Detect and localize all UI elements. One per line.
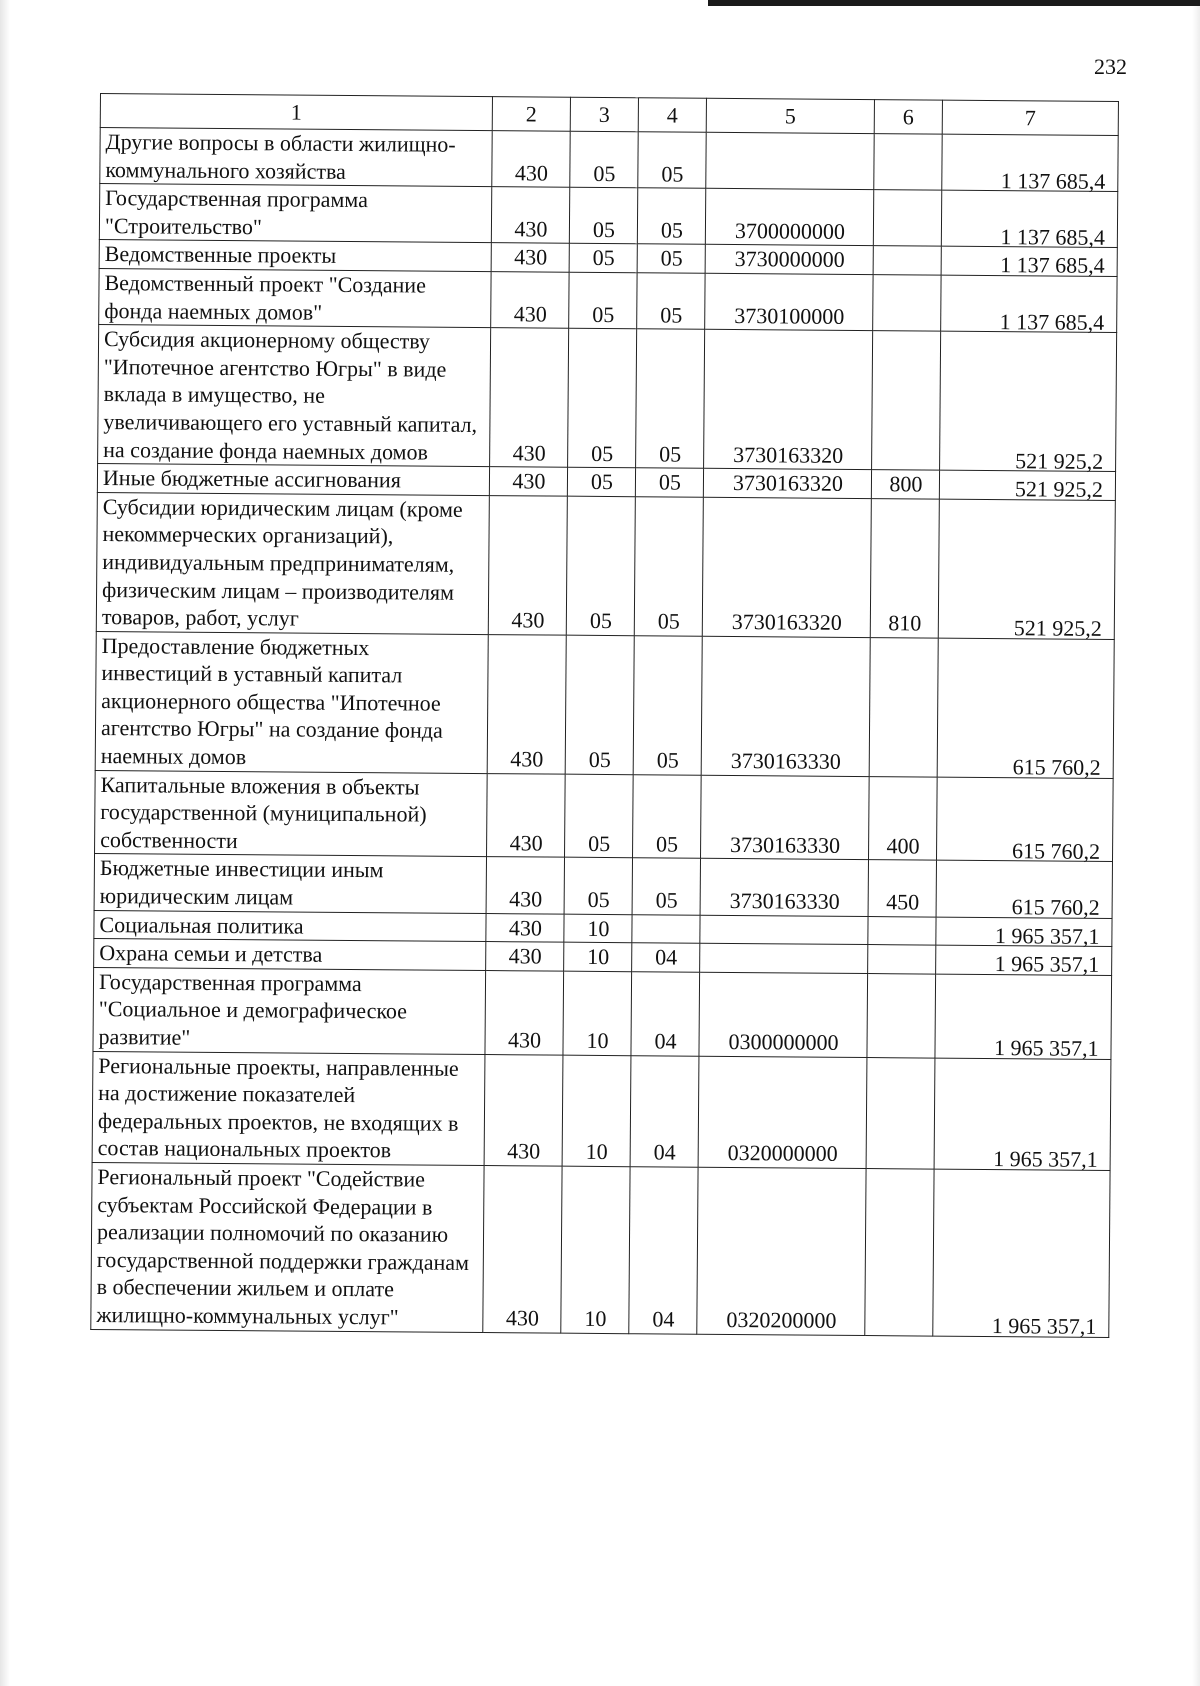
cell-admin: 430 — [486, 857, 564, 914]
cell-expense-type — [868, 916, 936, 945]
cell-section: 05 — [567, 467, 635, 496]
cell-section: 05 — [565, 774, 634, 858]
cell-subsection: 05 — [632, 858, 700, 915]
header-col-3: 3 — [570, 97, 638, 132]
scan-top-rule — [708, 0, 1200, 6]
cell-subsection: 04 — [631, 972, 700, 1056]
cell-subsection: 04 — [630, 1055, 699, 1167]
cell-amount: 1 965 357,1 — [936, 921, 1112, 951]
table-row — [98, 325, 1117, 472]
cell-expense-type: 400 — [868, 776, 937, 860]
cell-amount: 521 925,2 — [938, 503, 1115, 643]
cell-admin: 430 — [491, 187, 569, 244]
cell-expense-type: 810 — [870, 498, 939, 637]
budget-table — [90, 93, 1119, 1337]
cell-expense-type — [866, 1057, 935, 1169]
cell-expense-type — [873, 275, 941, 332]
cell-admin: 430 — [489, 467, 567, 496]
cell-subsection: 05 — [637, 273, 705, 330]
cell-name: Субсидия акционерному обществу "Ипотечное агентство Югры" в виде вклада в имущество, не увеличивающего его уставный капитал, на создание фонда наемных домов — [98, 325, 491, 467]
cell-target-article: 3730163330 — [700, 859, 868, 917]
cell-admin: 430 — [484, 1054, 563, 1166]
scan-right-edge — [1192, 0, 1200, 1686]
cell-name: Государственная программа "Социальное и демографическое развитие" — [93, 967, 486, 1054]
cell-expense-type — [865, 1169, 934, 1336]
cell-admin: 430 — [485, 970, 564, 1054]
table-row — [96, 492, 1115, 639]
cell-subsection: 05 — [635, 468, 703, 497]
cell-subsection: 05 — [638, 132, 706, 189]
cell-section: 05 — [565, 635, 634, 774]
cell-subsection: 04 — [629, 1167, 698, 1334]
cell-name: Предоставление бюджетных инвестиций в уставный капитал акционерного общества "Ипотечное агентство Югры" на создание фонда наемных домов — [95, 631, 488, 773]
cell-amount: 521 925,2 — [939, 474, 1115, 504]
cell-target-article: 3730163320 — [702, 497, 871, 637]
cell-admin: 430 — [490, 328, 569, 468]
cell-amount: 1 965 357,1 — [935, 978, 1112, 1063]
cell-amount: 1 137 685,4 — [941, 194, 1117, 252]
cell-target-article: 3730100000 — [705, 273, 873, 331]
cell-section: 05 — [569, 244, 637, 273]
cell-name: Региональный проект "Содействие субъектам Российской Федерации в реализации полномочий по оказанию государственной поддержки гражданам в обеспечении жильем и оплате жилищно-коммунальных услуг" — [91, 1162, 484, 1332]
cell-amount: 1 965 357,1 — [936, 949, 1112, 979]
header-col-5: 5 — [706, 98, 874, 133]
cell-admin: 430 — [488, 495, 567, 635]
cell-admin: 430 — [487, 773, 566, 857]
cell-section: 05 — [569, 272, 637, 329]
cell-name: Ведомственные проекты — [99, 240, 491, 272]
header-col-1: 1 — [100, 94, 492, 131]
cell-subsection: 05 — [633, 635, 702, 774]
cell-section: 10 — [564, 942, 632, 971]
cell-name: Ведомственный проект "Создание фонда наемных домов" — [99, 268, 491, 327]
scan-left-edge — [0, 0, 10, 1686]
header-col-7: 7 — [942, 100, 1118, 135]
cell-target-article: 0300000000 — [699, 972, 868, 1057]
cell-amount: 1 965 357,1 — [934, 1062, 1111, 1175]
cell-subsection: 05 — [633, 774, 702, 858]
cell-section: 05 — [568, 328, 637, 467]
cell-name: Иные бюджетные ассигнования — [97, 464, 489, 496]
cell-name: Государственная программа "Строительство" — [99, 184, 491, 243]
cell-section: 10 — [564, 914, 632, 943]
cell-name: Другие вопросы в области жилищно-коммунального хозяйства — [100, 128, 492, 187]
page-number: 232 — [1094, 54, 1127, 79]
cell-amount: 1 137 685,4 — [942, 138, 1118, 196]
cell-amount: 521 925,2 — [940, 335, 1117, 475]
cell-expense-type — [868, 945, 936, 974]
header-col-6: 6 — [874, 100, 942, 135]
cell-section: 10 — [563, 971, 632, 1055]
cell-target-article: 3730000000 — [705, 245, 873, 275]
cell-target-article — [700, 915, 868, 945]
header-col-2: 2 — [492, 97, 570, 132]
table-row — [100, 128, 1118, 192]
cell-admin: 430 — [487, 634, 566, 774]
cell-target-article: 3700000000 — [705, 188, 873, 246]
table-row — [93, 967, 1112, 1059]
table-row — [92, 1051, 1111, 1170]
cell-subsection: 05 — [636, 329, 705, 468]
cell-subsection: 05 — [637, 188, 705, 245]
cell-admin: 430 — [492, 131, 570, 188]
cell-amount: 615 760,2 — [937, 642, 1114, 782]
cell-subsection — [632, 914, 700, 943]
cell-name: Бюджетные инвестиции иным юридическим лицам — [94, 854, 486, 913]
cell-target-article: 0320200000 — [697, 1167, 866, 1335]
header-col-4: 4 — [638, 98, 706, 133]
cell-expense-type — [874, 134, 942, 191]
cell-expense-type: 450 — [868, 860, 936, 917]
cell-target-article: 3730163320 — [703, 468, 871, 498]
table-row — [95, 631, 1114, 778]
cell-section: 10 — [561, 1166, 630, 1333]
cell-section: 05 — [569, 187, 637, 244]
cell-target-article — [706, 132, 874, 190]
cell-admin: 430 — [486, 913, 564, 942]
table-row — [91, 1162, 1110, 1337]
cell-amount: 1 137 685,4 — [941, 279, 1117, 337]
cell-amount: 615 760,2 — [936, 865, 1112, 923]
cell-subsection: 05 — [634, 496, 703, 635]
cell-expense-type — [873, 190, 941, 247]
cell-expense-type — [873, 246, 941, 275]
cell-section: 05 — [570, 131, 638, 188]
cell-name: Региональные проекты, направленные на достижение показателей федеральных проектов, не входящих в состав национальных проектов — [92, 1051, 485, 1165]
cell-admin: 430 — [491, 243, 569, 272]
table-body — [91, 128, 1118, 1337]
cell-admin: 430 — [483, 1166, 562, 1333]
cell-admin: 430 — [486, 942, 564, 971]
cell-name: Субсидии юридическим лицам (кроме некоммерческих организаций), индивидуальным предпринимателям, физическим лицам – производителям товаров, работ, услуг — [96, 492, 489, 634]
cell-subsection: 04 — [632, 943, 700, 972]
cell-name: Социальная политика — [94, 910, 486, 942]
cell-expense-type: 800 — [871, 470, 939, 499]
cell-target-article: 3730163330 — [701, 636, 870, 776]
cell-section: 10 — [562, 1055, 631, 1167]
cell-expense-type — [867, 973, 936, 1057]
cell-target-article: 3730163330 — [701, 775, 870, 860]
table-row — [95, 770, 1114, 862]
cell-target-article: 3730163320 — [704, 329, 873, 469]
cell-amount: 1 137 685,4 — [941, 250, 1117, 280]
cell-section: 05 — [566, 496, 635, 635]
cell-amount: 1 965 357,1 — [933, 1173, 1110, 1341]
cell-name: Капитальные вложения в объекты государственной (муниципальной) собственности — [95, 770, 488, 857]
cell-section: 05 — [564, 858, 632, 915]
cell-expense-type — [872, 331, 941, 470]
cell-expense-type — [869, 637, 938, 776]
cell-name: Охрана семьи и детства — [94, 939, 486, 971]
cell-amount: 615 760,2 — [936, 781, 1113, 866]
cell-target-article: 0320000000 — [698, 1056, 867, 1169]
cell-admin: 430 — [491, 272, 569, 329]
cell-subsection: 05 — [637, 244, 705, 273]
cell-target-article — [700, 943, 868, 973]
